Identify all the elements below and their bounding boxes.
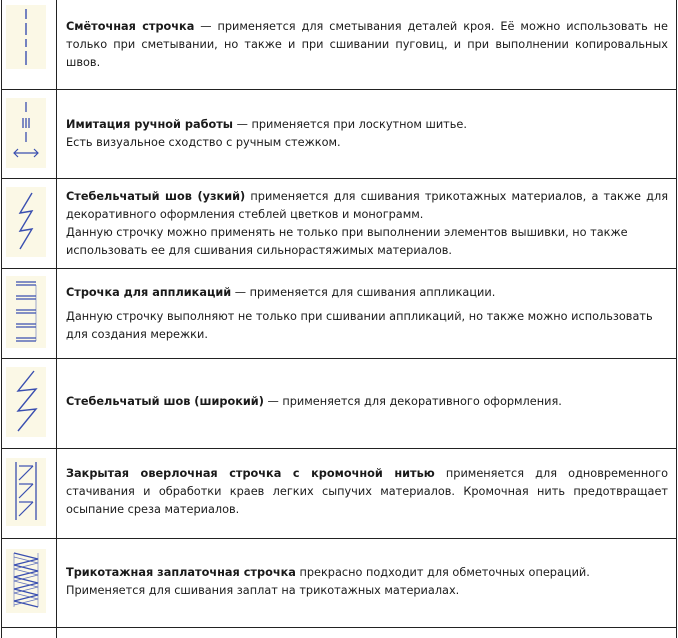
table-row — [2, 449, 676, 539]
narrow-stem-stitch-icon — [6, 187, 46, 257]
stitch-title: Трикотажная заплаточная строчка — [66, 566, 296, 579]
basting-stitch-icon — [6, 5, 46, 69]
overlock-edge-stitch-icon — [6, 458, 46, 526]
table-row — [2, 359, 676, 449]
icon-cell — [2, 539, 57, 627]
stitch-description: применяется для сшивания трикотажных материалов, а также для декоративного оформления стеблей цветков и монограмм. — [66, 190, 668, 221]
icon-cell — [2, 179, 57, 268]
text-cell — [57, 0, 676, 89]
stitch-title: Закрытая оверлочная строчка с кромочной нитью — [66, 467, 435, 480]
stitch-extra: Есть визуальное сходство с ручным стежком. — [66, 136, 341, 149]
icon-cell — [2, 0, 57, 89]
text-cell — [57, 90, 676, 178]
hand-imitation-stitch-icon — [6, 98, 46, 168]
text-cell — [57, 539, 676, 627]
stitch-extra: Применяется для сшивания заплат на трикотажных материалах. — [66, 584, 460, 597]
text-cell — [57, 359, 676, 448]
text-cell — [57, 179, 676, 268]
icon-cell — [2, 449, 57, 538]
stitch-description: применяется для одновременного стачивания и обработки краев легких сыпучих материалов. Кромочная нить предотвращает осыпание среза материалов. — [66, 467, 668, 516]
table-row — [2, 269, 676, 359]
stitch-description: прекрасно подходит для обметочных операций. — [295, 566, 590, 579]
stitch-table — [1, 0, 677, 638]
table-row — [2, 90, 676, 179]
knit-patch-stitch-icon — [6, 549, 46, 613]
table-row — [2, 539, 676, 628]
text-cell — [57, 449, 676, 538]
stitch-description: — применяется для сшивания аппликации. — [231, 286, 496, 299]
stitch-title: Смёточная строчка — [66, 20, 195, 33]
table-row — [2, 0, 676, 90]
icon-cell — [2, 269, 57, 358]
icon-cell — [2, 359, 57, 448]
stitch-title: Стебельчатый шов (узкий) — [66, 190, 246, 203]
stitch-description: — применяется для декоративного оформления. — [263, 395, 562, 408]
icon-cell — [2, 90, 57, 178]
stitch-title: Стебельчатый шов (широкий) — [66, 395, 264, 408]
applique-stitch-icon — [6, 276, 46, 348]
text-cell — [57, 269, 676, 358]
stitch-title: Строчка для аппликаций — [66, 286, 232, 299]
stitch-title: Имитация ручной работы — [66, 118, 233, 131]
wide-stem-stitch-icon — [6, 367, 46, 437]
stitch-extra: Данную строчку выполняют не только при сшивании аппликаций, но также можно использовать для создания мережки. — [66, 310, 653, 341]
table-row — [2, 179, 676, 269]
stitch-description: — применяется при лоскутном шитье. — [233, 118, 467, 131]
stitch-extra: Данную строчку можно применять не только при выполнении элементов вышивки, но также использовать ее для сшивания сильнорастяжимых материалов. — [66, 226, 628, 257]
stitch-description: — применяется для сметывания деталей кроя. Её можно использовать не только при сметывании, но также и при сшивании пуговиц, и при выполнении копировальных швов. — [66, 20, 668, 69]
